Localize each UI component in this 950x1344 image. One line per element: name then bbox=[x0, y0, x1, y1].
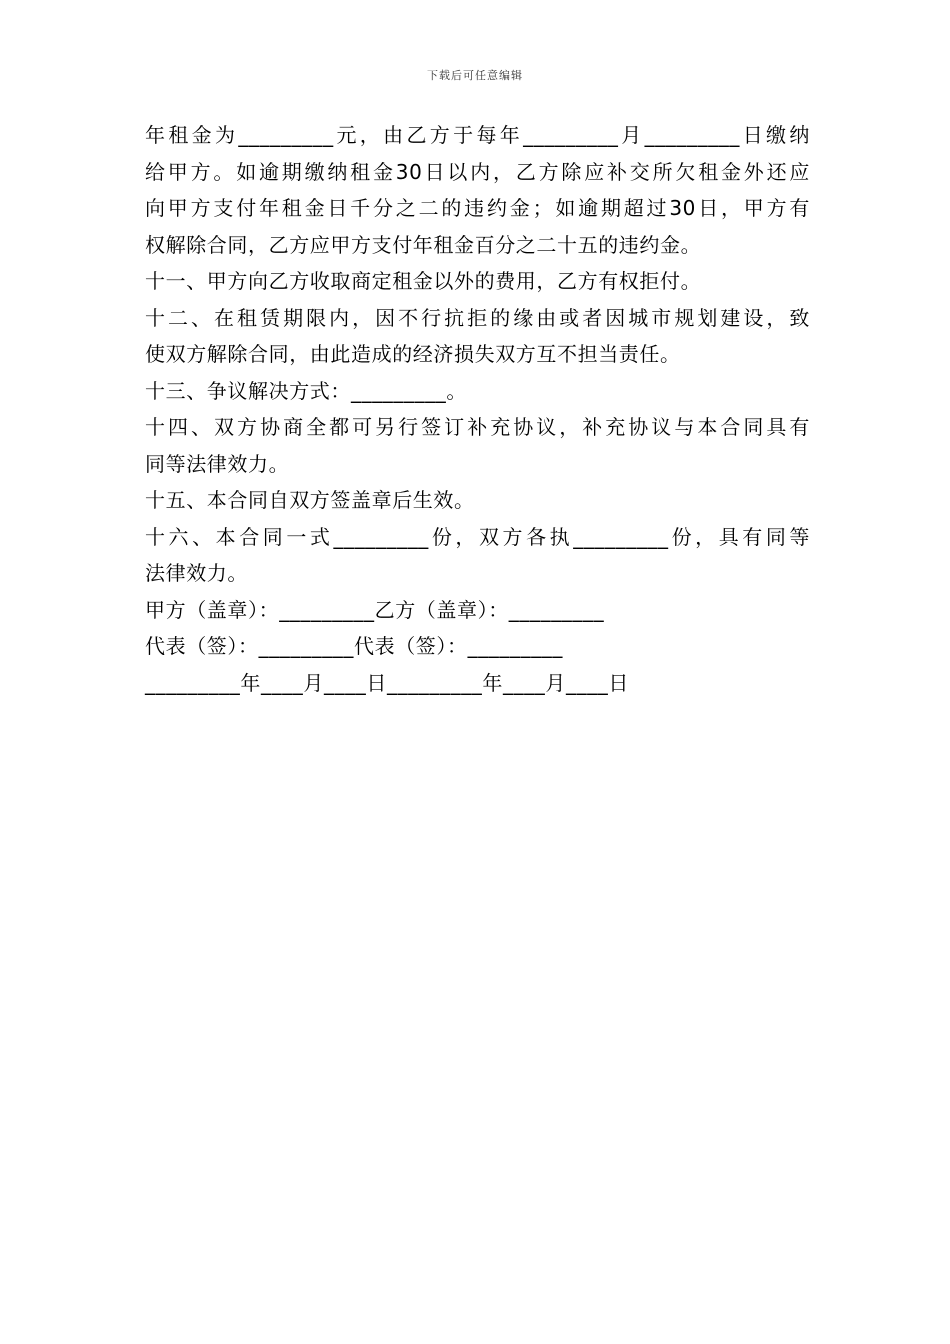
date-line: _________年____月____日_________年____月____日 bbox=[145, 670, 629, 695]
clause-13: 十三、争议解决方式：_________。 bbox=[145, 378, 467, 403]
paragraph-line: 向甲方支付年租金日千分之二的违约金；如逾期超过30日，甲方有 bbox=[145, 196, 810, 220]
party-seal-line: 甲方（盖章）：_________乙方（盖章）：_________ bbox=[145, 597, 605, 622]
clause-16-line: 法律效力。 bbox=[145, 561, 248, 585]
clause-14-line: 十四、双方协商全都可另行签订补充协议，补充协议与本合同具有 bbox=[145, 415, 810, 439]
paragraph-line: 权解除合同，乙方应甲方支付年租金百分之二十五的违约金。 bbox=[145, 232, 702, 257]
clause-16-line: 十六、本合同一式_________份，双方各执_________份，具有同等 bbox=[145, 524, 810, 549]
document-body bbox=[145, 117, 810, 701]
clause-15: 十五、本合同自双方签盖章后生效。 bbox=[145, 488, 475, 512]
clause-14-line: 同等法律效力。 bbox=[145, 451, 290, 476]
clause-12-line: 十二、在租赁期限内，因不行抗拒的缘由或者因城市规划建设，致 bbox=[145, 305, 810, 330]
clause-12-line: 使双方解除合同，由此造成的经济损失双方互不担当责任。 bbox=[145, 342, 681, 366]
clause-11: 十一、甲方向乙方收取商定租金以外的费用，乙方有权拒付。 bbox=[145, 269, 702, 293]
page-header: 下载后可任意编辑 bbox=[427, 69, 523, 82]
paragraph-line: 给甲方。如逾期缴纳租金30日以内，乙方除应补交所欠租金外还应 bbox=[145, 159, 810, 184]
paragraph-line: 年租金为_________元，由乙方于每年_________月_________日缴纳 bbox=[145, 123, 810, 147]
representative-sign-line: 代表（签）：_________代表（签）：_________ bbox=[145, 634, 563, 658]
